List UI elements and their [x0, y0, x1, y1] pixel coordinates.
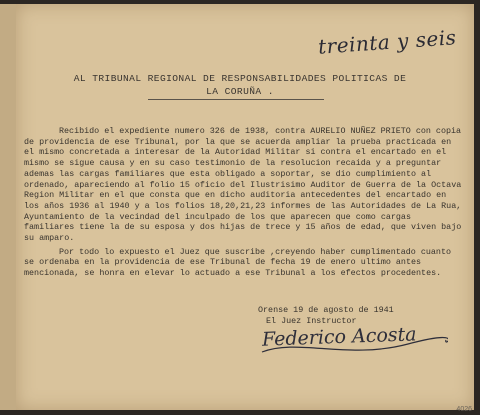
- place-and-date: Orense 19 de agosto de 1941: [258, 305, 394, 315]
- document-heading: [0, 72, 480, 98]
- heading-line-1: AL TRIBUNAL REGIONAL DE RESPONSABILIDADES POLITICAS DE: [73, 73, 407, 84]
- heading-underline: [148, 99, 324, 100]
- document-body: [24, 126, 462, 279]
- signer-title: El Juez Instructor: [266, 316, 357, 326]
- heading-line-2: LA CORUÑA .: [206, 86, 274, 97]
- body-paragraph-1: Recibido el expediente numero 326 de 1938, contra AURELIO NUÑEZ PRIETO con copia de providencia de ese Tribunal, por la que se acuerda ampliar la prueba practicada en el mismo concretada a interesar de la Autoridad Militar si contra el encartado en el mismo se sigue causa y en su caso testimonio de la resolucion recaida y a preguntar ademas las cargas familiares que esta obligado a soportar, se dio cumplimiento al ordenado, apareciendo al folio 15 oficio del Ilustrisimo Auditor de Guerra de la Octava Region Militar en el que consta que en dicho auditoria antecedentes del encartado en los años 1936 al 1940 y a los folios 18,20,21,23 informes de las Autoridades de La Rua, Ayuntamiento de la vecindad del inculpado de los que aparecen que como cargas familiares tiene la de su esposa y dos hijas de trece y 15 años de edad, que viven bajo su amparo.: [24, 126, 462, 244]
- handwritten-note: treinta y seis: [317, 25, 458, 59]
- corner-mark: 4026: [456, 406, 472, 413]
- adjacent-page-edge: [0, 4, 16, 410]
- signature: Federico Acosta: [261, 323, 417, 351]
- body-paragraph-2: Por todo lo expuesto el Juez que suscribe ,creyendo haber cumplimentado cuanto se ordenaba en la providencia de ese Tribunal de fecha 19 de enero ultimo antes mencionada, se honra en elevar lo actuado a ese Tribunal a los efectos procedentes.: [24, 246, 452, 279]
